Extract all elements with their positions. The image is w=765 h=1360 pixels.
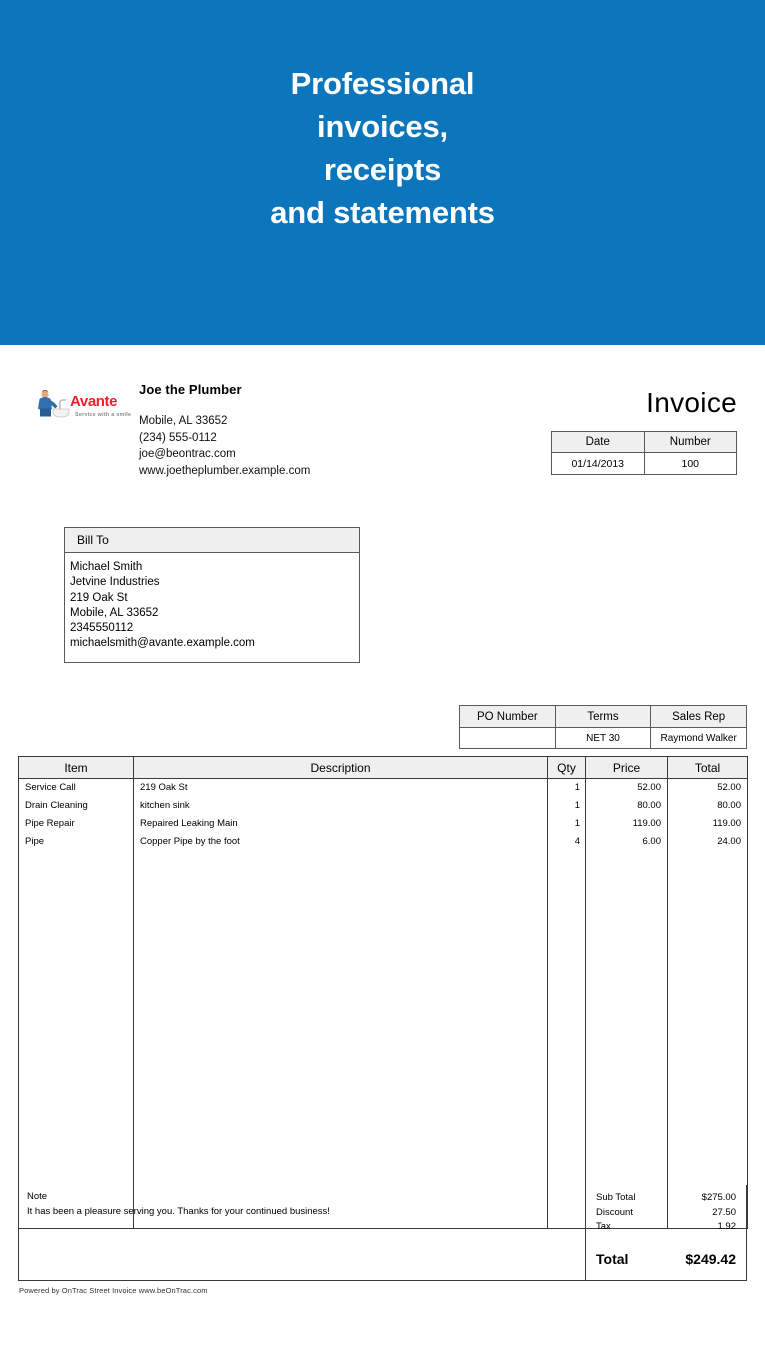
company-website: www.joetheplumber.example.com <box>139 464 311 477</box>
note-text: It has been a pleasure serving you. Thanks for your continued business! <box>27 1206 330 1217</box>
svg-text:Avante: Avante <box>70 393 118 410</box>
empty-row <box>19 1085 748 1103</box>
empty-row <box>19 1103 748 1121</box>
company-phone: (234) 555-0112 <box>139 431 217 444</box>
terms-value: NET 30 <box>555 728 651 749</box>
invoice-date-header: Date <box>552 432 645 453</box>
terms-header: Terms <box>555 706 651 728</box>
empty-row <box>19 941 748 959</box>
invoice-number-header: Number <box>644 432 737 453</box>
row-total: 24.00 <box>668 833 748 851</box>
invoice-header <box>0 345 765 505</box>
svg-text:Service with a smile: Service with a smile <box>75 412 132 418</box>
company-info <box>139 382 439 479</box>
po-terms-table <box>459 705 747 749</box>
invoice-meta-value-row <box>552 453 737 475</box>
bill-to-line-6: michaelsmith@avante.example.com <box>70 637 255 650</box>
powered-by-footer: Powered by OnTrac Street Invoice www.beOnTrac.com <box>19 1286 208 1295</box>
row-description: 219 Oak St <box>134 779 548 797</box>
invoice-date-value: 01/14/2013 <box>552 453 645 475</box>
invoice-document <box>0 345 765 847</box>
row-item: Pipe Repair <box>19 815 134 833</box>
company-name: Joe the Plumber <box>139 382 242 397</box>
bill-to-box <box>64 527 360 663</box>
empty-row <box>19 1139 748 1157</box>
bill-to-body <box>65 553 359 662</box>
empty-row <box>19 1049 748 1067</box>
bill-to-heading: Bill To <box>65 528 359 553</box>
promo-banner <box>0 0 765 345</box>
row-price: 119.00 <box>586 815 668 833</box>
row-item: Pipe <box>19 833 134 851</box>
row-price: 6.00 <box>586 833 668 851</box>
row-total: 119.00 <box>668 815 748 833</box>
grand-total-row <box>596 1251 736 1267</box>
discount-row <box>596 1206 736 1221</box>
empty-row <box>19 887 748 905</box>
col-header-price: Price <box>586 757 668 779</box>
line-items-table <box>18 756 748 1229</box>
col-header-qty: Qty <box>548 757 586 779</box>
bill-to-line-5: 2345550112 <box>70 622 134 635</box>
bill-to-line-4: Mobile, AL 33652 <box>70 606 159 619</box>
table-row <box>19 797 748 815</box>
row-item: Drain Cleaning <box>19 797 134 815</box>
company-email: joe@beontrac.com <box>139 448 236 460</box>
row-price: 80.00 <box>586 797 668 815</box>
row-description: kitchen sink <box>134 797 548 815</box>
grand-total-value: $249.42 <box>685 1250 736 1267</box>
po-number-header: PO Number <box>460 706 556 728</box>
discount-value: 27.50 <box>712 1206 736 1218</box>
empty-row <box>19 1067 748 1085</box>
tax-row <box>596 1220 736 1235</box>
po-terms-header-row <box>460 706 747 728</box>
empty-row <box>19 851 748 869</box>
totals-cell <box>586 1185 746 1280</box>
sales-rep-header: Sales Rep <box>651 706 747 728</box>
empty-row <box>19 1121 748 1139</box>
empty-row <box>19 995 748 1013</box>
table-row <box>19 833 748 851</box>
row-total: 52.00 <box>668 779 748 797</box>
promo-line-1: Professional <box>290 66 475 101</box>
empty-row <box>19 1031 748 1049</box>
po-number-value <box>460 728 556 749</box>
promo-line-3: receipts <box>323 152 442 187</box>
sub-total-label: Sub Total <box>596 1192 636 1203</box>
discount-label: Discount <box>596 1206 633 1218</box>
col-header-item: Item <box>19 757 134 779</box>
tax-label: Tax <box>596 1221 611 1232</box>
table-row <box>19 779 748 797</box>
note-cell <box>19 1185 586 1280</box>
line-items-header-row <box>19 757 748 779</box>
promo-line-4: and statements <box>270 195 495 230</box>
empty-row <box>19 1157 748 1175</box>
bill-to-line-3: 219 Oak St <box>70 591 128 604</box>
empty-row <box>19 905 748 923</box>
bill-to-line-1: Michael Smith <box>70 561 143 573</box>
sub-total-value: $275.00 <box>701 1192 736 1203</box>
promo-line-2: invoices, <box>317 109 448 144</box>
row-qty: 1 <box>548 797 586 815</box>
grand-total-label: Total <box>596 1250 629 1267</box>
row-description: Copper Pipe by the foot <box>134 833 548 851</box>
company-address: Mobile, AL 33652 <box>139 415 228 427</box>
promo-banner-text <box>270 62 495 234</box>
empty-row <box>19 923 748 941</box>
invoice-number-value: 100 <box>644 453 737 475</box>
row-qty: 1 <box>548 815 586 833</box>
note-label: Note <box>27 1191 48 1202</box>
invoice-meta-header-row <box>552 432 737 453</box>
sales-rep-value: Raymond Walker <box>651 728 747 749</box>
col-header-description: Description <box>134 757 548 779</box>
sub-total-row <box>596 1191 736 1206</box>
row-description: Repaired Leaking Main <box>134 815 548 833</box>
plumber-at-sink-icon <box>29 385 135 423</box>
empty-row <box>19 977 748 995</box>
empty-row <box>19 869 748 887</box>
empty-row <box>19 959 748 977</box>
row-price: 52.00 <box>586 779 668 797</box>
row-qty: 4 <box>548 833 586 851</box>
page-title: Invoice <box>646 387 737 418</box>
row-item: Service Call <box>19 779 134 797</box>
line-items-body <box>19 779 748 1229</box>
invoice-meta-table <box>551 431 737 475</box>
row-qty: 1 <box>548 779 586 797</box>
col-header-total: Total <box>668 757 748 779</box>
table-row <box>19 815 748 833</box>
po-terms-value-row <box>460 728 747 749</box>
empty-row <box>19 1013 748 1031</box>
tax-value: 1.92 <box>717 1221 736 1232</box>
bill-to-line-2: Jetvine Industries <box>70 576 160 589</box>
note-and-totals <box>18 1185 747 1281</box>
row-total: 80.00 <box>668 797 748 815</box>
company-logo <box>29 385 135 423</box>
